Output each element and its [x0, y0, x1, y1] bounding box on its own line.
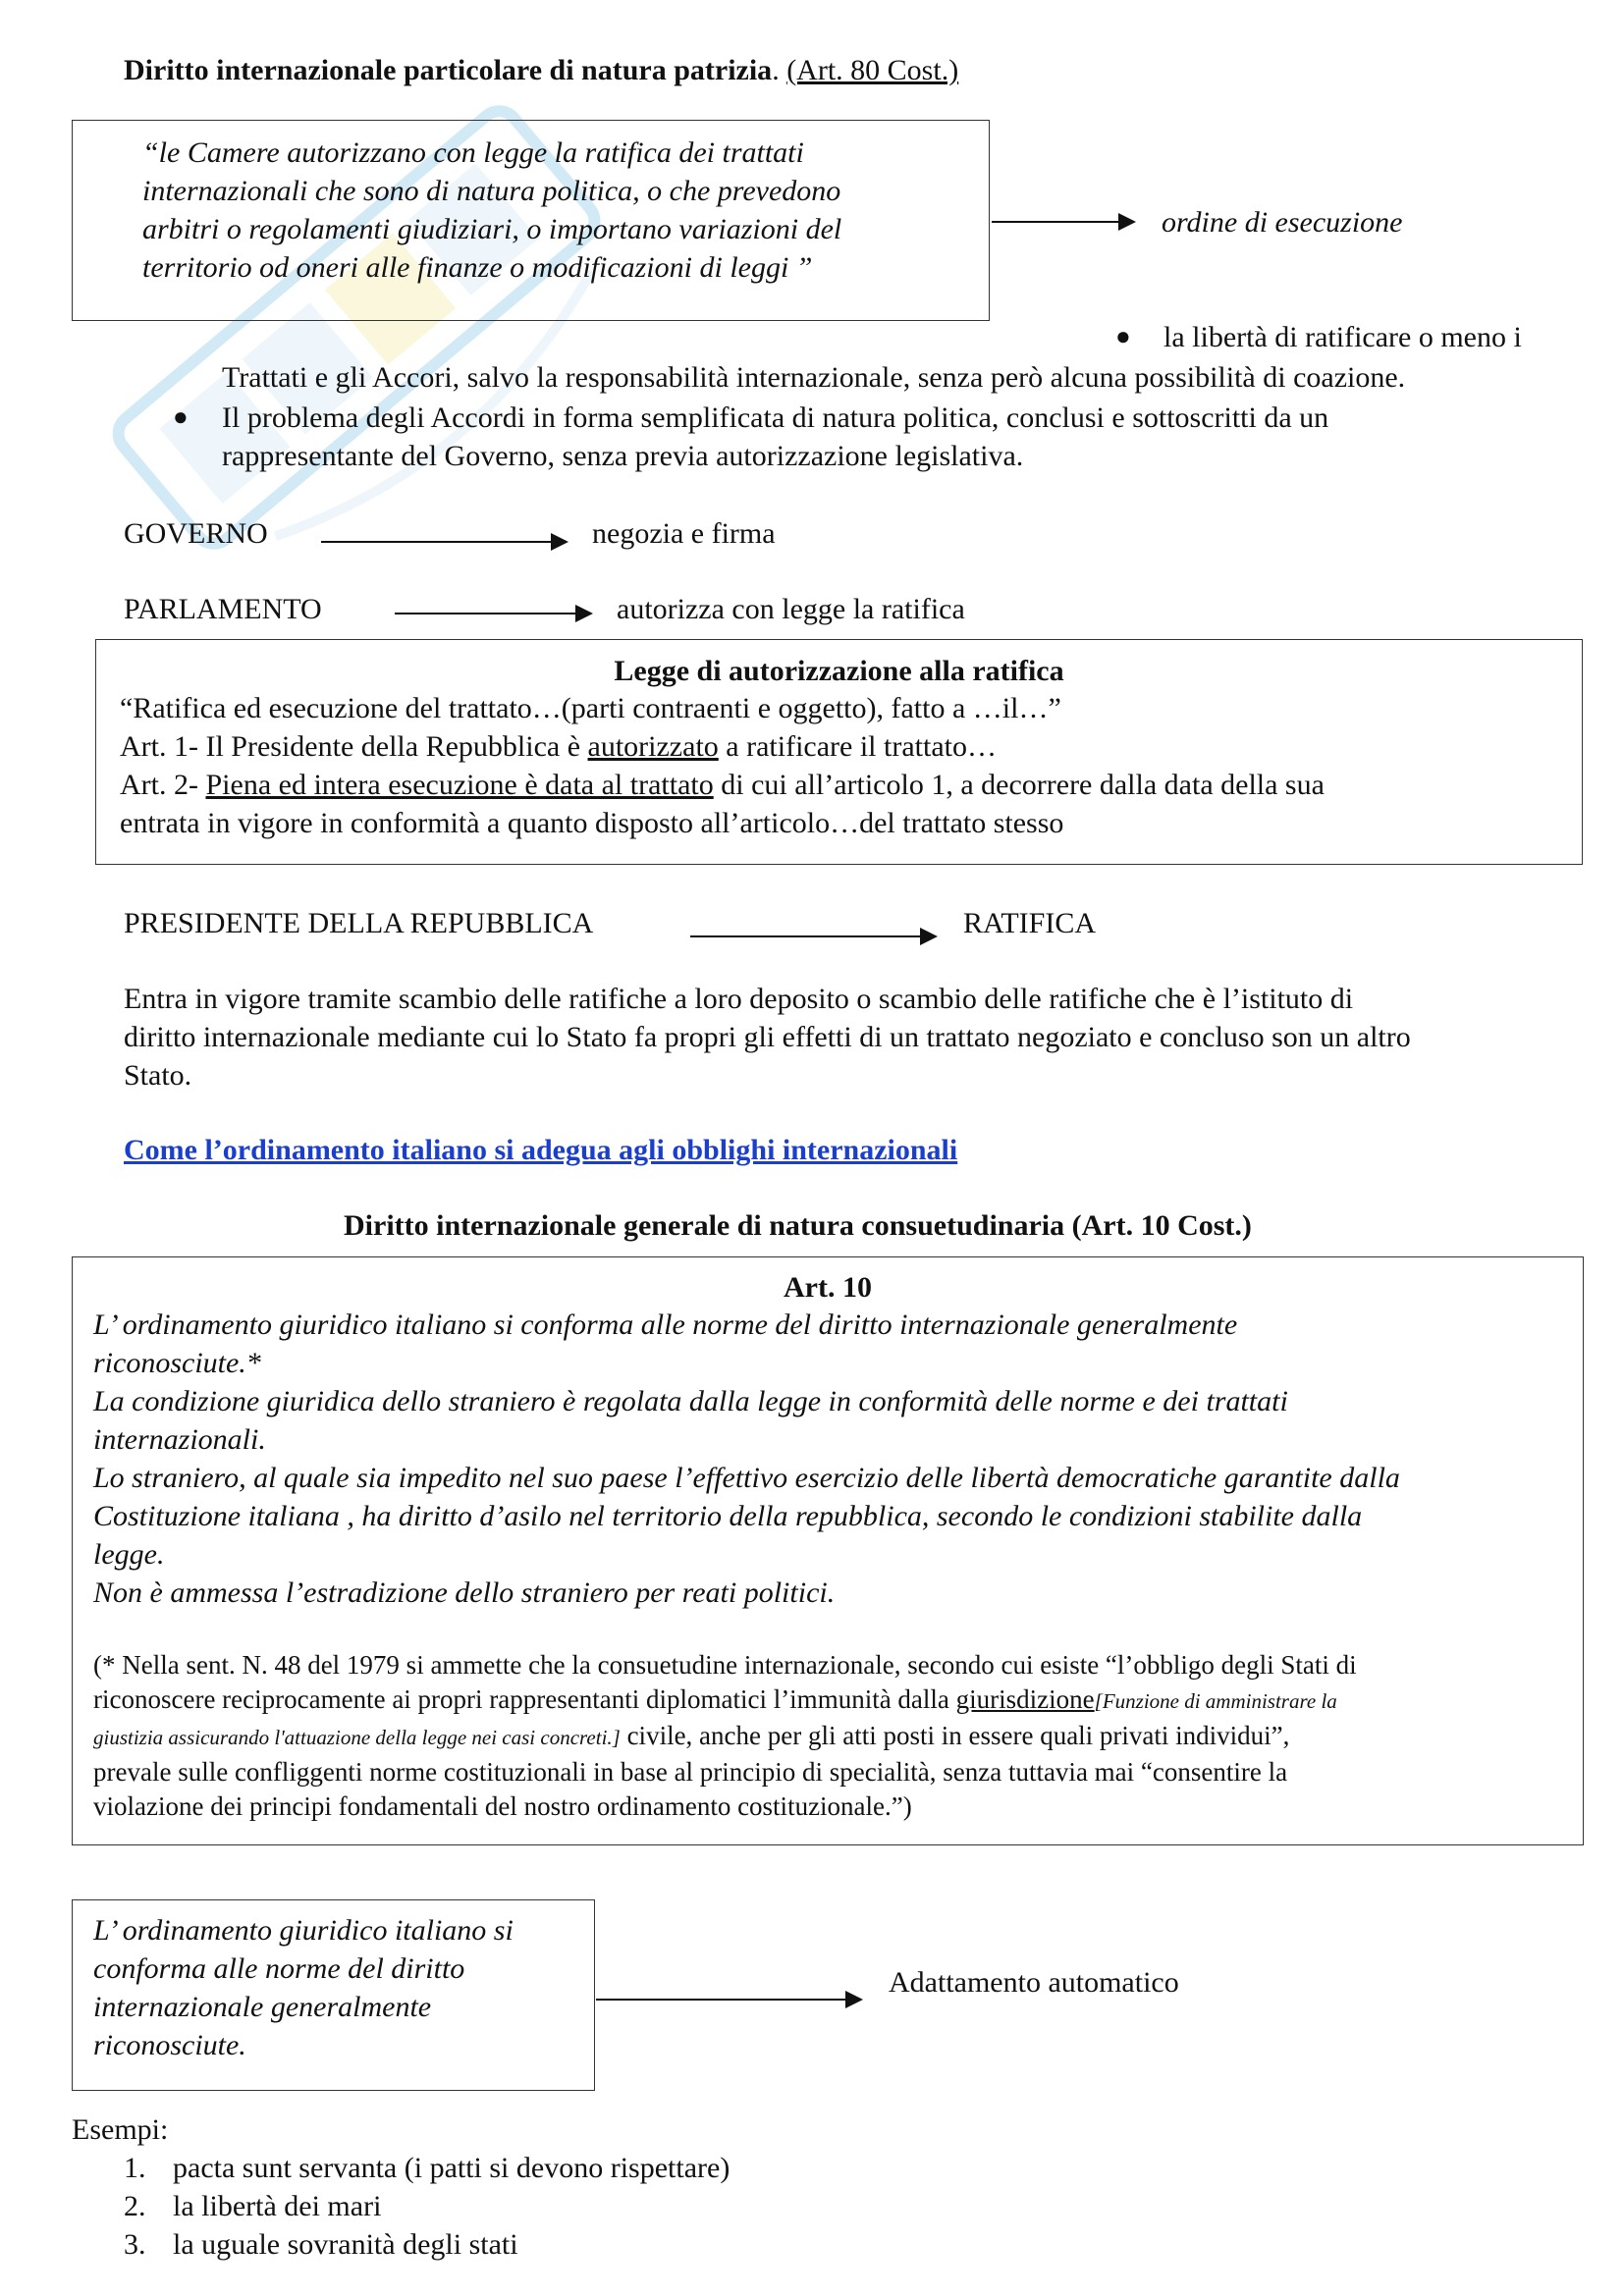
article-ref: (Art. 80 Cost.) [786, 54, 959, 86]
bullet2 [222, 399, 1328, 475]
art10-line: Lo straniero, al quale sia impedito nel suo paese l’effettivo esercizio delle libertà democratiche garantite dalla [93, 1462, 1400, 1494]
art10-line: Costituzione italiana , ha diritto d’asilo nel territorio della repubblica, secondo le condizioni stabilite dalla [93, 1500, 1363, 1532]
note-definition: [Funzione di amministrare la [1094, 1689, 1337, 1713]
entra-line: diritto internazionale mediante cui lo Stato fa propri gli effetti di un trattato negoziato e concluso son un altro [124, 1021, 1411, 1053]
esempi-heading: Esempi: [72, 2113, 169, 2146]
arrow-right-icon [596, 1999, 861, 2001]
legge-body [120, 689, 1325, 842]
art10-note [93, 1648, 1357, 1824]
art10-line: L’ ordinamento giuridico italiano si conforma alle norme del diritto internazionale generalmente [93, 1308, 1238, 1341]
art1-underlined: autorizzato [587, 730, 719, 763]
entra-paragraph [124, 980, 1411, 1095]
parlamento-action: autorizza con legge la ratifica [617, 593, 965, 625]
bullet-icon: ● [173, 402, 189, 431]
art80-quote [142, 133, 841, 287]
item-number: 3. [124, 2228, 146, 2261]
section-header: Diritto internazionale particolare di natura patrizia. (Art. 80 Cost.) [124, 54, 959, 86]
art2-underlined: Piena ed intera esecuzione è data al trattato [205, 769, 714, 801]
legge-line: entrata in vigore in conformità a quanto disposto all’articolo…del trattato stesso [120, 807, 1064, 839]
adattamento-label: Adattamento automatico [889, 1966, 1179, 1999]
item-text: pacta sunt servanta (i patti si devono rispettare) [173, 2152, 730, 2184]
legge-art2 [120, 766, 1325, 804]
bullet1-first: la libertà di ratificare o meno i [1163, 321, 1522, 353]
governo-action: negozia e firma [592, 517, 776, 550]
art10-line: internazionali. [93, 1423, 266, 1456]
arrow-right-icon [321, 541, 567, 543]
art80-full-quote [0, 0, 1, 1]
note-line: prevale sulle confliggenti norme costituzionali in base al principio di specialità, senza tuttavia mai “consentire la [93, 1757, 1288, 1787]
item-number: 1. [124, 2152, 146, 2184]
bullet2-line: Il problema degli Accordi in forma semplificata di natura politica, conclusi e sottoscritti da un [222, 401, 1329, 434]
legge-line: “Ratifica ed esecuzione del trattato…(parti contraenti e oggetto), fatto a …il…” [120, 692, 1061, 724]
art10-line: riconosciute.* [93, 1347, 261, 1379]
art1-text: Art. 1- Il Presidente della Repubblica è [120, 730, 588, 763]
entra-line: Stato. [124, 1059, 192, 1092]
section-title: Diritto internazionale particolare di natura patrizia [124, 54, 773, 86]
small-box-line: L’ ordinamento giuridico italiano si [93, 1914, 514, 1947]
art10-body [93, 1306, 1400, 1612]
art2-text: di cui all’articolo 1, a decorrere dalla data della sua [713, 769, 1325, 801]
quote-line: internazionali che sono di natura politica, o che prevedono [142, 175, 841, 207]
arrow-right-icon [690, 935, 936, 937]
art2-text: Art. 2- [120, 769, 206, 801]
note-line: (* Nella sent. N. 48 del 1979 si ammette che la consuetudine internazionale, secondo cui esiste “l’obbligo degli Stati di [93, 1650, 1357, 1680]
small-box-text [93, 1911, 514, 2064]
quote-line: “le Camere autorizzano con legge la ratifica dei trattati [142, 136, 804, 169]
esempi-list [124, 2149, 730, 2264]
note-line [93, 1719, 1357, 1755]
legge-title: Legge di autorizzazione alla ratifica [614, 655, 1064, 687]
note-definition: giustizia assicurando l'attuazione della legge nei casi concreti.] [93, 1726, 621, 1749]
obblighi-link[interactable]: Come l’ordinamento italiano si adegua agli obblighi internazionali [124, 1134, 958, 1166]
section2-title: Diritto internazionale generale di natura consuetudinaria (Art. 10 Cost.) [344, 1209, 1252, 1242]
art10-title: Art. 10 [784, 1271, 872, 1304]
item-text: la libertà dei mari [173, 2190, 382, 2222]
item-text: la uguale sovranità degli stati [173, 2228, 518, 2261]
bullet-icon: ● [1115, 322, 1131, 350]
item-number: 2. [124, 2190, 146, 2222]
art10-line: Non è ammessa l’estradizione dello straniero per reati politici. [93, 1576, 836, 1609]
governo-label: GOVERNO [124, 517, 268, 550]
bullet1-rest: Trattati e gli Accori, salvo la responsabilità internazionale, senza però alcuna possibilità di coazione. [222, 361, 1406, 394]
small-box-line: internazionale generalmente [93, 1991, 432, 2023]
arrow-label-ordine: ordine di esecuzione [1162, 206, 1403, 239]
note-line [93, 1682, 1357, 1719]
ratifica-label: RATIFICA [963, 907, 1097, 939]
art10-line: legge. [93, 1538, 165, 1571]
parlamento-label: PARLAMENTO [124, 593, 322, 625]
small-box-line: conforma alle norme del diritto [93, 1952, 465, 1985]
note-line: violazione dei principi fondamentali del nostro ordinamento costituzionale.”) [93, 1791, 912, 1821]
small-box-line: riconosciute. [93, 2029, 246, 2061]
entra-line: Entra in vigore tramite scambio delle ratifiche a loro deposito o scambio delle ratifiche che è l’istituto di [124, 983, 1354, 1015]
art10-line: La condizione giuridica dello straniero è regolata dalla legge in conformità delle norme e dei trattati [93, 1385, 1288, 1417]
legge-art1 [120, 727, 1325, 766]
list-item [124, 2225, 730, 2264]
bullet2-line: rappresentante del Governo, senza previa autorizzazione legislativa. [222, 440, 1024, 472]
presidente-label: PRESIDENTE DELLA REPUBBLICA [124, 907, 594, 939]
list-item [124, 2149, 730, 2187]
arrow-right-icon [395, 613, 591, 614]
giurisdizione-term: giurisdizione [955, 1684, 1095, 1714]
note-text: civile, anche per gli atti posti in essere quali privati individui”, [620, 1721, 1290, 1750]
note-text: riconoscere reciprocamente ai propri rappresentanti diplomatici l’immunità dalla [93, 1684, 956, 1714]
quote-line: territorio od oneri alle finanze o modificazioni di leggi ” [142, 251, 813, 284]
arrow-right-icon [992, 221, 1134, 223]
list-item [124, 2187, 730, 2225]
quote-line: arbitri o regolamenti giudiziari, o importano variazioni del [142, 213, 842, 245]
art1-text: a ratificare il trattato… [718, 730, 997, 763]
